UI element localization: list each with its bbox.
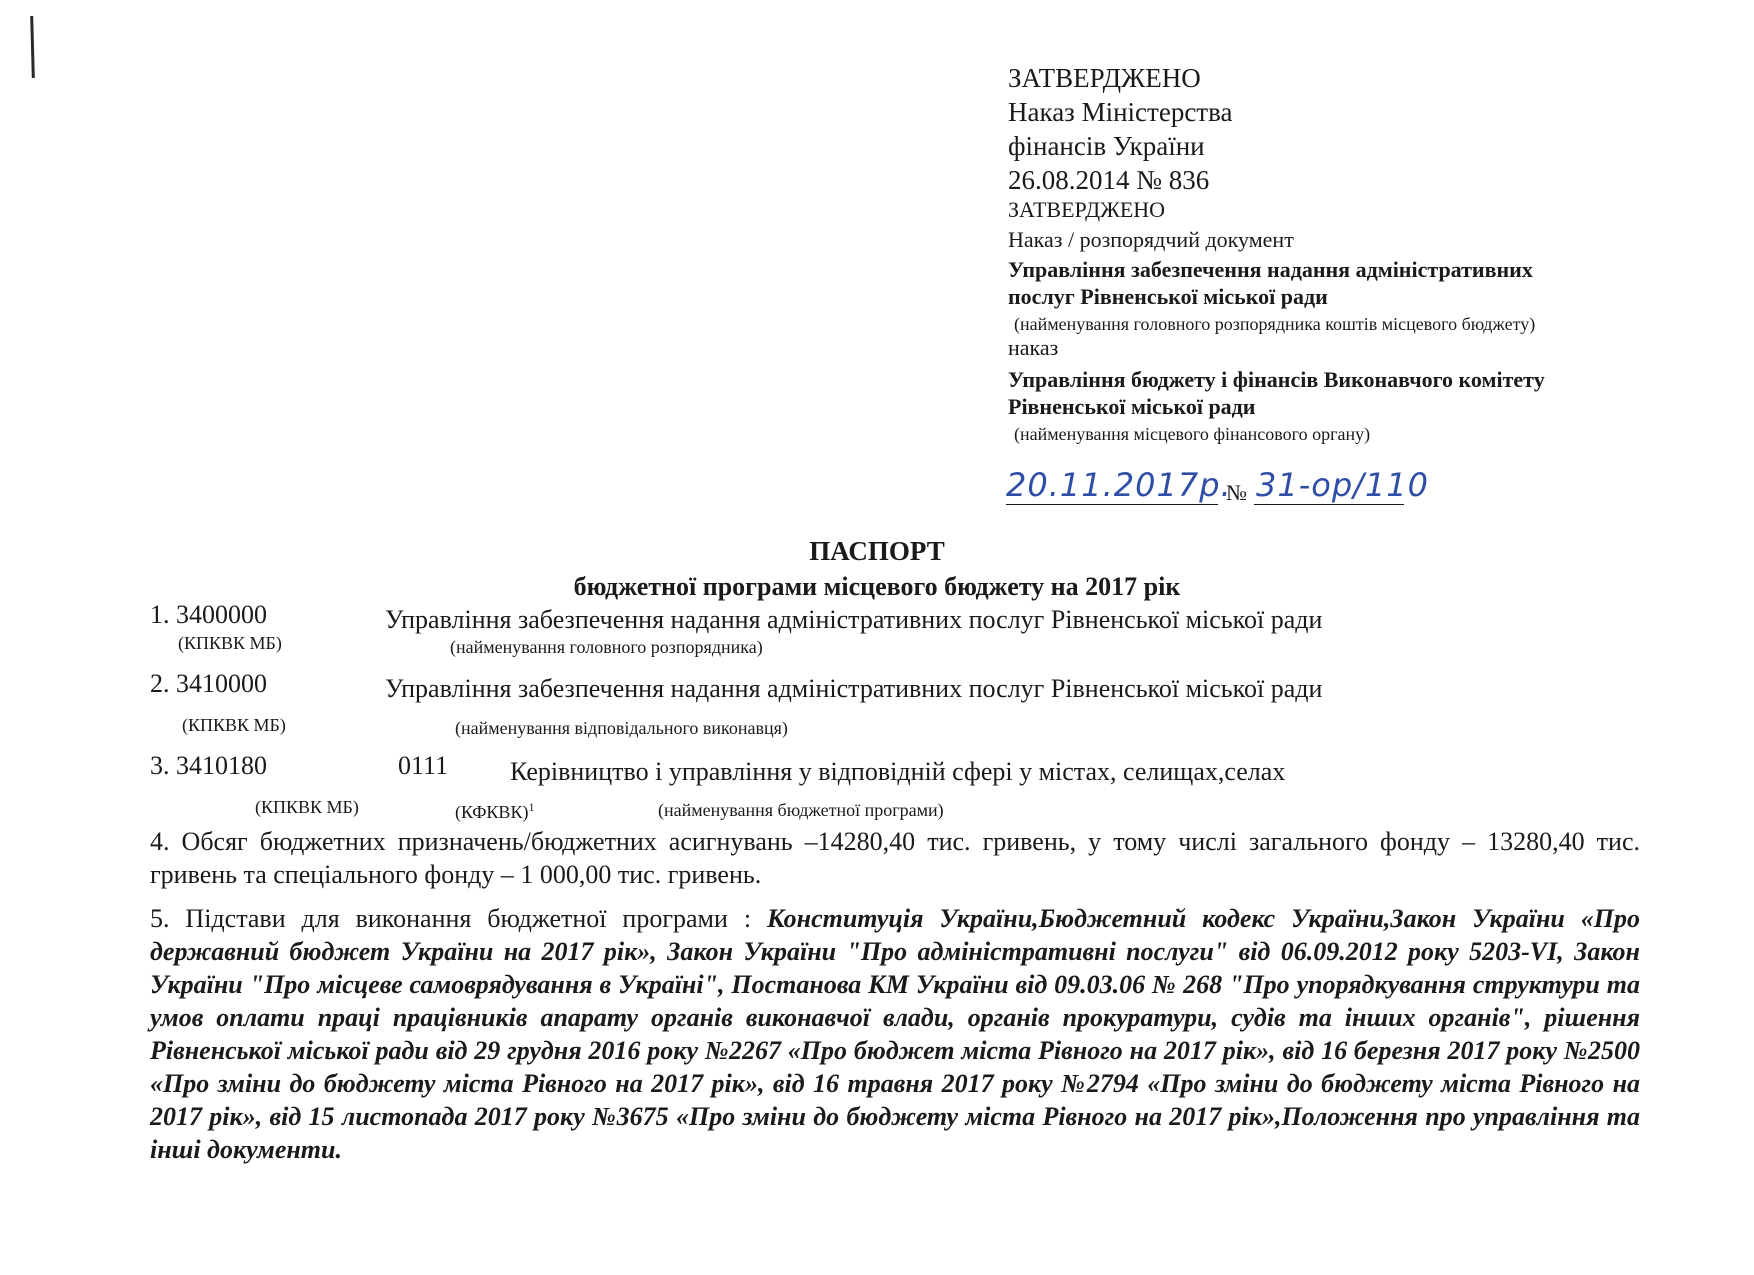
item1-name-label: (найменування головного розпорядника)	[450, 637, 763, 657]
number-sign: №	[1226, 480, 1247, 505]
main-manager-line2: послуг Рівненської міської ради	[1008, 284, 1328, 309]
number-underline	[1254, 504, 1404, 505]
main-manager-caption: (найменування головного розпорядника коштів місцевого бюджету)	[1014, 314, 1536, 334]
item1-code: 1. 3400000	[150, 600, 267, 629]
ministry-order-date: 26.08.2014 № 836	[1008, 165, 1210, 195]
order-document-label: Наказ / розпорядчий документ	[1008, 227, 1294, 252]
item2-code: 2. 3410000	[150, 669, 267, 698]
margin-pen-mark	[30, 16, 35, 78]
ministry-order-line1: Наказ Міністерства	[1008, 97, 1233, 127]
section5-lead: 5. Підстави для виконання бюджетної програми :	[150, 904, 767, 933]
item2-name-label: (найменування відповідального виконавця)	[455, 718, 788, 738]
approved-heading-2: ЗАТВЕРДЖЕНО	[1008, 197, 1166, 222]
order-word: наказ	[1008, 335, 1059, 360]
handwritten-number: 31-ор/110	[1256, 466, 1430, 504]
passport-title: ПАСПОРТ	[809, 536, 945, 566]
finance-body-line2: Рівненської міської ради	[1008, 394, 1256, 419]
item1-code-label: (КПКВК МБ)	[178, 633, 282, 653]
ministry-order-line2: фінансів України	[1008, 131, 1205, 161]
item1-name: Управління забезпечення надання адміністративних послуг Рівненської міської ради	[385, 605, 1323, 634]
item2-code-label: (КПКВК МБ)	[182, 715, 286, 735]
item3-fkvk-label: (КФКВК)$^1$	[455, 800, 535, 822]
item3-fkvk: 0111	[398, 751, 449, 780]
section5-grounds	[150, 902, 1640, 1166]
item2-name: Управління забезпечення надання адміністративних послуг Рівненської міської ради	[385, 674, 1323, 703]
date-underline	[1006, 504, 1218, 505]
approved-heading-1: ЗАТВЕРДЖЕНО	[1008, 63, 1201, 93]
item3-name-label: (найменування бюджетної програми)	[658, 800, 944, 820]
section4-budget-amount: 4. Обсяг бюджетних призначень/бюджетних асигнувань –14280,40 тис. гривень, у тому числі загального фонду – 13280,40 тис. гривень та спеціального фонду – 1 000,00 тис. гривень.	[150, 827, 1640, 889]
item3-code: 3. 3410180	[150, 751, 267, 780]
finance-body-caption: (найменування місцевого фінансового органу)	[1014, 424, 1371, 444]
item3-name: Керівництво і управління у відповідній сфері у містах, селищах,селах	[510, 757, 1286, 786]
main-manager-line1: Управління забезпечення надання адміністративних	[1008, 257, 1533, 282]
passport-subtitle: бюджетної програми місцевого бюджету на 2017 рік	[573, 572, 1181, 601]
handwritten-date: 20.11.2017р.	[1006, 466, 1232, 504]
finance-body-line1: Управління бюджету і фінансів Виконавчого комітету	[1008, 367, 1545, 392]
section5-legal-basis: Конституція України,Бюджетний кодекс України,Закон України «Про державний бюджет України на 2017 рік», Закон України "Про адміністративні послуги" від 06.09.2012 року 5203-VI, Закон України "Про місцеве самоврядування в Україні", Постанова КМ України від 09.03.06 № 268 "Про упорядкування структури та умов оплати праці працівників апарату органів виконавчої влади, органів прокуратури, судів та інших органів", рішення Рівненської міської ради від 29 грудня 2016 року №2267 «Про бюджет міста Рівного на 2017 рік», від 16 березня 2017 року №2500 «Про зміни до бюджету міста Рівного на 2017 рік», від 16 травня 2017 року №2794 «Про зміни до бюджету міста Рівного на 2017 рік», від 15 листопада 2017 року №3675 «Про зміни до бюджету міста Рівного на 2017 рік»,Положення про управління та інші документи.	[150, 904, 1641, 1164]
item3-code-label: (КПКВК МБ)	[255, 797, 359, 817]
